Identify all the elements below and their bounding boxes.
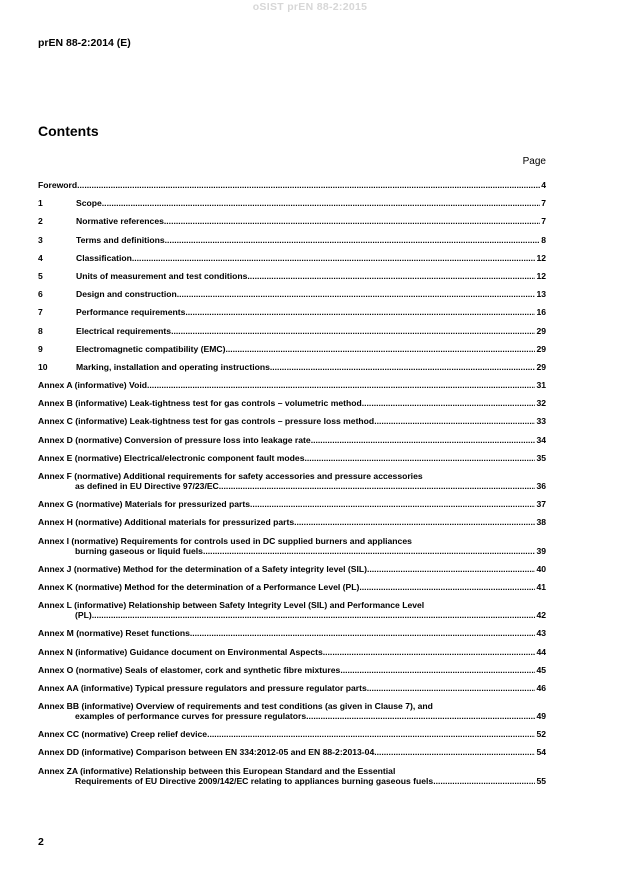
toc-entry-number: 7 bbox=[38, 307, 43, 318]
toc-entry-number: 9 bbox=[38, 343, 43, 354]
toc-leader-dots bbox=[294, 517, 535, 527]
toc-entry-page: 45 bbox=[536, 664, 546, 675]
toc-entry-title: Annex K (normative) Method for the determination of a Performance Level (PL) bbox=[38, 581, 360, 592]
toc-entry-title: (PL) bbox=[75, 610, 92, 621]
toc-entry[interactable] bbox=[38, 499, 546, 509]
page-number: 2 bbox=[38, 836, 44, 848]
toc-entry-title: Design and construction bbox=[76, 289, 177, 300]
toc-leader-dots bbox=[367, 564, 535, 574]
toc-entry[interactable] bbox=[38, 600, 546, 620]
toc-entry-page: 4 bbox=[541, 180, 546, 190]
toc-leader-dots bbox=[323, 647, 536, 657]
toc-entry-title-line1: Annex I (normative) Requirements for controls used in DC supplied burners and appliances bbox=[38, 535, 412, 546]
toc-entry-page: 7 bbox=[541, 216, 546, 227]
toc-entry-page: 37 bbox=[536, 499, 546, 510]
contents-heading: Contents bbox=[38, 123, 99, 139]
toc-leader-dots bbox=[190, 628, 536, 638]
toc-entry[interactable] bbox=[38, 398, 546, 408]
toc-leader-dots bbox=[340, 665, 535, 675]
toc-entry[interactable] bbox=[38, 564, 546, 574]
toc-entry-title: Electrical requirements bbox=[76, 325, 172, 336]
toc-entry[interactable] bbox=[38, 766, 546, 786]
toc-entry-title: Terms and definitions bbox=[76, 234, 165, 245]
toc-entry-page: 41 bbox=[536, 581, 546, 592]
toc-entry[interactable] bbox=[38, 582, 546, 592]
toc-entry[interactable] bbox=[38, 416, 546, 426]
toc-entry-title: Marking, installation and operating instructions bbox=[76, 361, 270, 372]
toc-leader-dots bbox=[304, 453, 535, 463]
toc-entry-title: Annex B (informative) Leak-tightness test for gas controls – volumetric method bbox=[38, 398, 362, 409]
toc-leader-dots bbox=[185, 307, 535, 317]
toc-entry-page: 12 bbox=[536, 270, 546, 281]
toc-entry-title: Normative references bbox=[76, 216, 164, 227]
toc-entry-page: 32 bbox=[536, 398, 546, 409]
toc-leader-dots bbox=[77, 180, 540, 190]
toc-entry[interactable] bbox=[38, 198, 546, 208]
toc-entry[interactable] bbox=[38, 180, 546, 190]
toc-entry[interactable] bbox=[38, 235, 546, 245]
toc-entry-title: Annex AA (informative) Typical pressure regulators and pressure regulator parts bbox=[38, 682, 367, 693]
document-id: prEN 88-2:2014 (E) bbox=[38, 37, 131, 49]
toc-leader-dots bbox=[219, 481, 536, 491]
watermark: oSIST prEN 88-2:2015 bbox=[252, 1, 368, 13]
toc-entry-number: 10 bbox=[38, 361, 48, 372]
toc-entry-title-line1: Annex L (informative) Relationship between Safety Integrity Level (SIL) and Performance Level bbox=[38, 600, 425, 611]
toc-entry-title: Annex H (normative) Additional materials for pressurized parts bbox=[38, 517, 295, 528]
toc-entry[interactable] bbox=[38, 628, 546, 638]
toc-entry-number: 3 bbox=[38, 234, 43, 245]
toc-entry-page: 44 bbox=[536, 646, 546, 657]
toc-entry-page: 16 bbox=[536, 307, 546, 318]
toc-entry-title: Annex DD (informative) Comparison between EN 334:2012-05 and EN 88-2:2013-04 bbox=[38, 747, 375, 758]
toc-leader-dots bbox=[306, 711, 535, 721]
toc-entry[interactable] bbox=[38, 380, 546, 390]
toc-entry[interactable] bbox=[38, 344, 546, 354]
toc-entry-title: Annex G (normative) Materials for pressurized parts bbox=[38, 499, 251, 510]
toc-entry[interactable] bbox=[38, 647, 546, 657]
toc-entry-title: Annex C (informative) Leak-tightness test for gas controls – pressure loss method bbox=[38, 416, 375, 427]
toc-entry[interactable] bbox=[38, 517, 546, 527]
toc-entry-title-line1: Annex BB (informative) Overview of requirements and test conditions (as given in Clause 7), and bbox=[38, 701, 433, 712]
toc-entry[interactable] bbox=[38, 289, 546, 299]
toc-entry-title: Annex N (informative) Guidance document on Environmental Aspects bbox=[38, 646, 323, 657]
toc-entry[interactable] bbox=[38, 307, 546, 317]
toc-leader-dots bbox=[171, 326, 535, 336]
toc-entry-page: 12 bbox=[536, 252, 546, 263]
toc-entry[interactable] bbox=[38, 216, 546, 226]
toc-entry-page: 39 bbox=[536, 545, 546, 556]
toc-leader-dots bbox=[164, 216, 540, 226]
toc-entry-page: 46 bbox=[536, 682, 546, 693]
toc-entry-page: 42 bbox=[536, 610, 546, 621]
toc-entry[interactable] bbox=[38, 435, 546, 445]
toc-leader-dots bbox=[374, 416, 535, 426]
toc-entry[interactable] bbox=[38, 453, 546, 463]
toc-entry-page: 36 bbox=[536, 481, 546, 491]
toc-entry-page: 29 bbox=[536, 325, 546, 336]
toc-leader-dots bbox=[270, 362, 536, 372]
toc-entry-title: Annex M (normative) Reset functions bbox=[38, 628, 190, 639]
toc-entry-title: Annex E (normative) Electrical/electronic component fault modes bbox=[38, 452, 305, 463]
toc-entry-title: Foreword bbox=[38, 180, 78, 190]
toc-leader-dots bbox=[132, 253, 536, 263]
toc-entry-title: Electromagnetic compatibility (EMC) bbox=[76, 343, 226, 354]
toc-leader-dots bbox=[147, 380, 535, 390]
toc-entry-title: Annex CC (normative) Creep relief device bbox=[38, 729, 208, 740]
toc-leader-dots bbox=[362, 398, 536, 408]
toc-entry[interactable] bbox=[38, 747, 546, 757]
toc-entry-title: Annex A (informative) Void bbox=[38, 380, 148, 391]
toc-leader-dots bbox=[359, 582, 535, 592]
toc-leader-dots bbox=[250, 499, 535, 509]
toc-entry-page: 8 bbox=[541, 234, 546, 245]
toc-entry-page: 52 bbox=[536, 729, 546, 740]
toc-leader-dots bbox=[102, 198, 540, 208]
toc-entry-title-line1: Annex F (normative) Additional requirements for safety accessories and pressure accessories bbox=[38, 471, 423, 481]
toc-entry[interactable] bbox=[38, 271, 546, 281]
toc-entry-number: 6 bbox=[38, 289, 43, 300]
toc-entry-page: 38 bbox=[536, 517, 546, 528]
toc-leader-dots bbox=[367, 683, 536, 693]
toc-entry-page: 54 bbox=[536, 747, 546, 758]
toc-entry-page: 7 bbox=[541, 198, 546, 209]
toc-entry-number: 5 bbox=[38, 270, 43, 281]
toc-entry[interactable] bbox=[38, 253, 546, 263]
page-column-label: Page bbox=[522, 156, 546, 167]
table-of-contents bbox=[38, 180, 546, 794]
toc-entry[interactable] bbox=[38, 362, 546, 372]
toc-entry-page: 13 bbox=[536, 289, 546, 300]
toc-leader-dots bbox=[207, 729, 535, 739]
toc-entry-page: 55 bbox=[536, 775, 546, 786]
toc-entry-page: 33 bbox=[536, 416, 546, 427]
toc-entry-number: 8 bbox=[38, 325, 43, 336]
toc-entry[interactable] bbox=[38, 536, 546, 556]
toc-entry-title-line1: Annex ZA (informative) Relationship between this European Standard and the Essential bbox=[38, 765, 396, 776]
toc-entry[interactable] bbox=[38, 326, 546, 336]
toc-leader-dots bbox=[203, 546, 535, 556]
toc-entry-title: Annex D (normative) Conversion of pressure loss into leakage rate bbox=[38, 434, 311, 445]
toc-entry-number: 1 bbox=[38, 198, 43, 209]
toc-entry[interactable] bbox=[38, 683, 546, 693]
toc-entry-title: Annex O (normative) Seals of elastomer, cork and synthetic fibre mixtures bbox=[38, 664, 341, 675]
toc-entry-title: as defined in EU Directive 97/23/EC bbox=[75, 481, 219, 491]
toc-entry-title: Units of measurement and test conditions bbox=[76, 270, 248, 281]
toc-entry-title: Scope bbox=[76, 198, 102, 209]
toc-entry-page: 29 bbox=[536, 343, 546, 354]
toc-leader-dots bbox=[374, 747, 535, 757]
toc-entry-number: 4 bbox=[38, 252, 43, 263]
toc-entry-page: 31 bbox=[536, 380, 546, 391]
toc-entry-page: 34 bbox=[536, 434, 546, 445]
toc-entry[interactable] bbox=[38, 701, 546, 721]
toc-leader-dots bbox=[92, 610, 536, 620]
toc-leader-dots bbox=[311, 435, 536, 445]
toc-entry-page: 35 bbox=[536, 452, 546, 463]
toc-entry-title: Classification bbox=[76, 252, 132, 263]
toc-entry-number: 2 bbox=[38, 216, 43, 227]
toc-entry-page: 40 bbox=[536, 563, 546, 574]
toc-leader-dots bbox=[433, 776, 535, 786]
toc-entry-title: Annex J (normative) Method for the determination of a Safety integrity level (SIL) bbox=[38, 563, 367, 574]
toc-entry-page: 49 bbox=[536, 711, 546, 722]
toc-leader-dots bbox=[225, 344, 535, 354]
toc-entry-page: 43 bbox=[536, 628, 546, 639]
toc-entry-page: 29 bbox=[536, 361, 546, 372]
toc-entry[interactable] bbox=[38, 665, 546, 675]
toc-leader-dots bbox=[165, 235, 541, 245]
toc-entry-title: Performance requirements bbox=[76, 307, 186, 318]
toc-entry-title: Requirements of EU Directive 2009/142/EC relating to appliances burning gaseous fuels bbox=[75, 775, 434, 786]
toc-entry[interactable] bbox=[38, 471, 546, 491]
toc-leader-dots bbox=[177, 289, 536, 299]
toc-leader-dots bbox=[247, 271, 535, 281]
toc-entry-title: burning gaseous or liquid fuels bbox=[75, 545, 203, 556]
toc-entry-title: examples of performance curves for pressure regulators bbox=[75, 711, 307, 722]
toc-entry[interactable] bbox=[38, 729, 546, 739]
